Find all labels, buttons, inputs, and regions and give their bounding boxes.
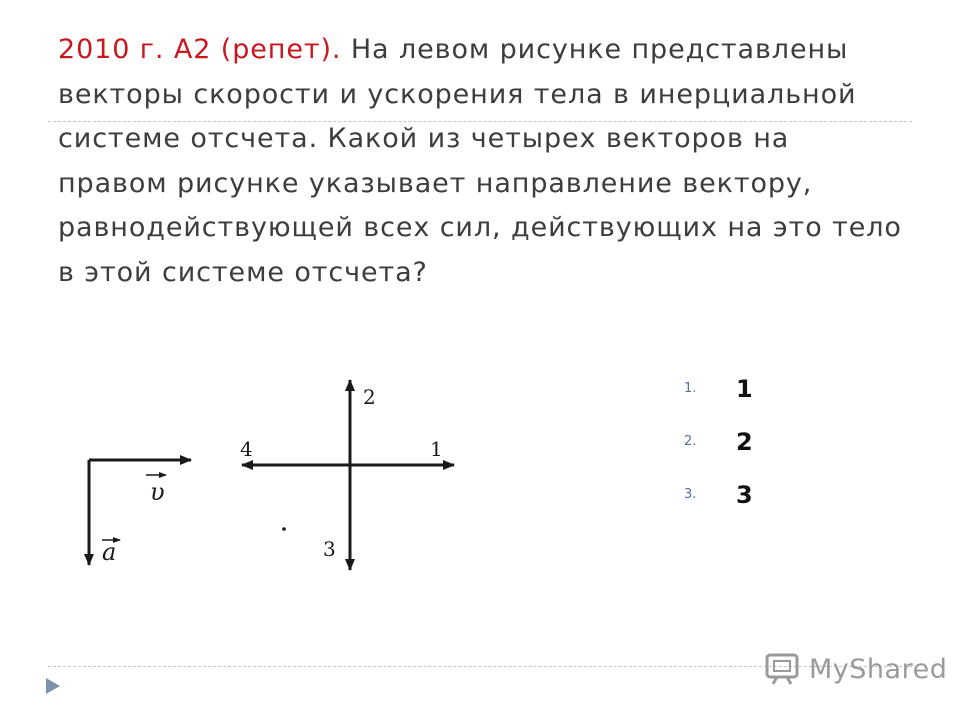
vector-3-label: 3: [323, 537, 336, 561]
answer-number: 1.: [684, 381, 697, 396]
answer-number: 3.: [684, 487, 697, 502]
answer-option-3[interactable]: [684, 468, 753, 521]
acceleration-label: a: [102, 538, 117, 566]
answer-value: 1: [736, 374, 753, 403]
stray-dot: [282, 527, 286, 531]
left-diagram: [89, 460, 191, 566]
vector-4-label: 4: [240, 437, 253, 461]
watermark-logo-icon: [765, 652, 803, 686]
answer-number: 2.: [684, 434, 697, 449]
velocity-label: υ: [150, 478, 165, 506]
answer-option-2[interactable]: [684, 415, 753, 468]
vector-1-label: 1: [430, 437, 443, 461]
answer-option-1[interactable]: [684, 362, 753, 415]
question-text: На левом рисунке представлены векторы скорости и ускорения тела в инерциальной системе отсчета. Какой из четырех векторов на правом рисунке указывает направление вектору, равнодействующей всех сил, действующих на это тело в этой системе отсчета?: [58, 34, 902, 288]
watermark: [765, 652, 947, 686]
answer-list: [684, 362, 753, 521]
vector-2-label: 2: [363, 385, 376, 409]
answer-value: 2: [736, 427, 753, 456]
question-title: 2010 г. А2 (репет).: [58, 34, 342, 65]
next-slide-arrow-icon[interactable]: [45, 677, 61, 695]
answer-value: 3: [736, 480, 753, 509]
watermark-text: MyShared: [809, 653, 948, 685]
right-diagram: [240, 380, 454, 570]
